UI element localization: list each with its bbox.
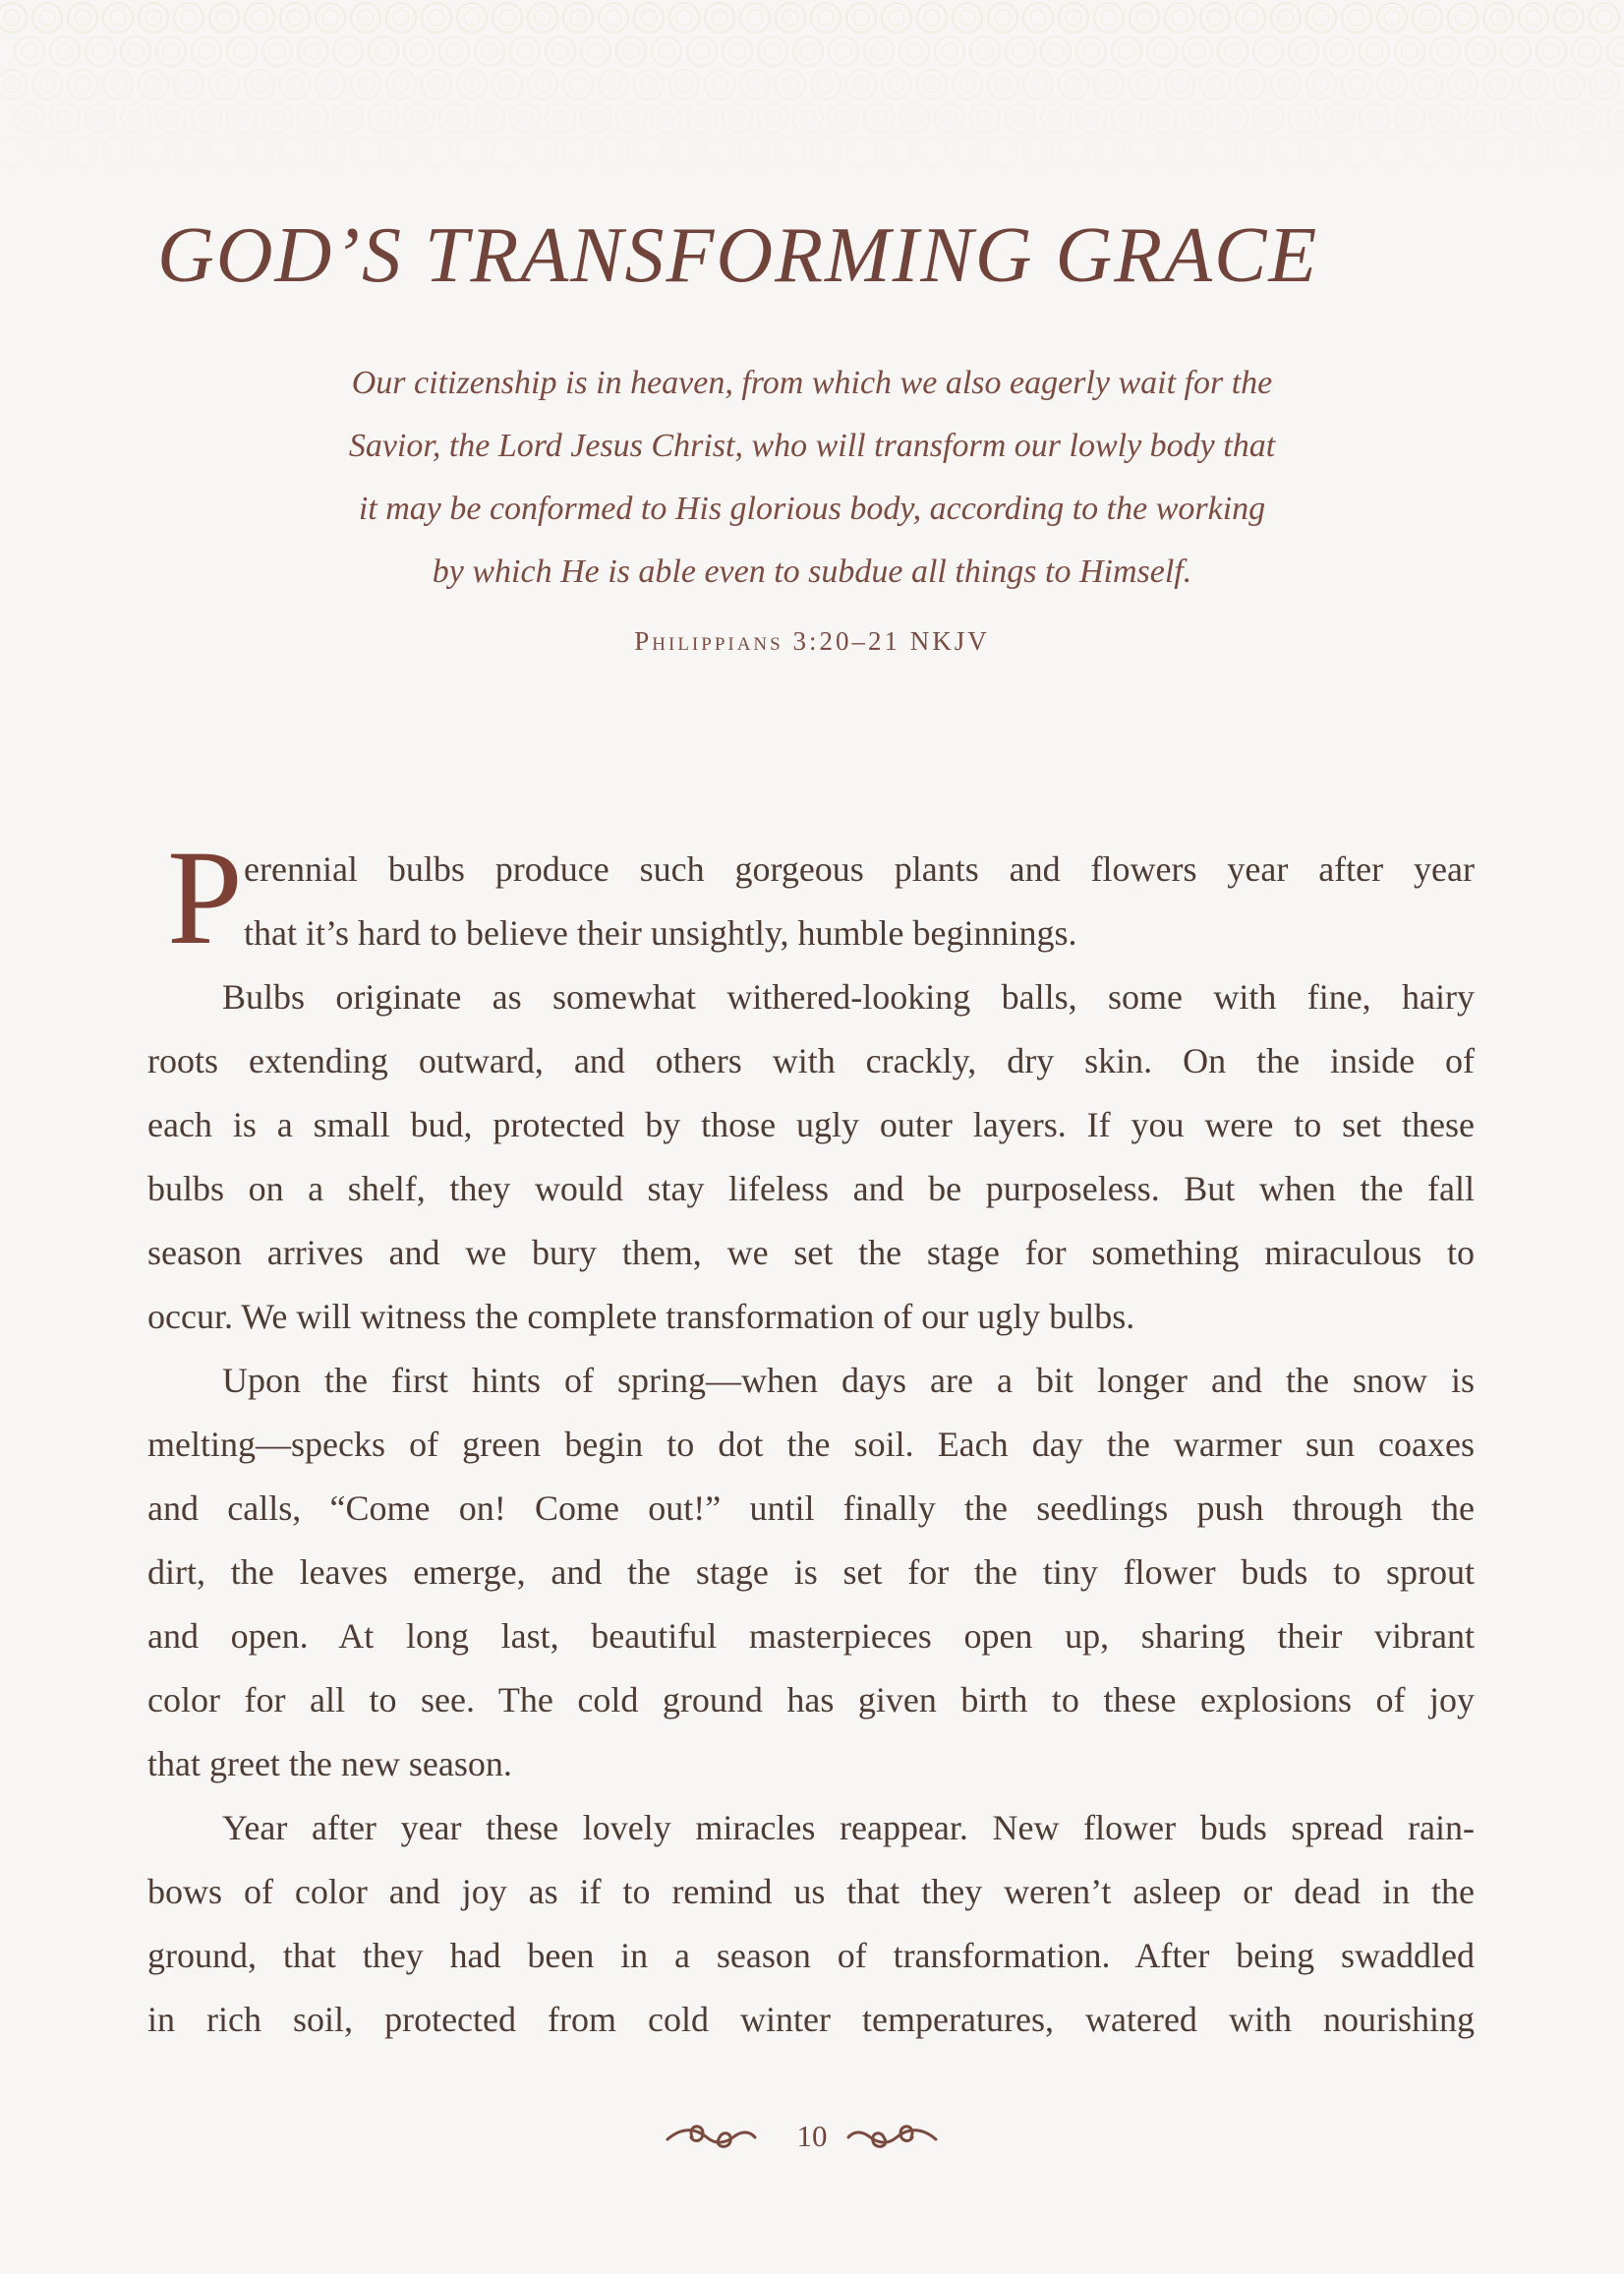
body-line: dirt, the leaves emerge, and the stage is set for the tiny flower buds to sprout	[147, 1552, 1475, 1592]
body-line: each is a small bud, protected by those ugly outer layers. If you were to set these	[147, 1105, 1475, 1144]
body-line: color for all to see. The cold ground has given birth to these explosions of joy	[147, 1680, 1475, 1720]
body-line: Upon the first hints of spring—when days are a bit longer and the snow is	[222, 1361, 1475, 1400]
body-line: occur. We will witness the complete transformation of our ugly bulbs.	[147, 1297, 1135, 1336]
body-line: and open. At long last, beautiful masterpieces open up, sharing their vibrant	[147, 1616, 1475, 1656]
scripture-line: Our citizenship is in heaven, from which we also eagerly wait for the	[351, 365, 1273, 401]
decorative-circle-pattern	[0, 0, 1624, 187]
page-number-text: 10	[796, 2119, 828, 2153]
body-line: bulbs on a shelf, they would stay lifeless and be purposeless. But when the fall	[147, 1169, 1475, 1208]
body-line: Bulbs originate as somewhat withered-looking balls, some with fine, hairy	[222, 977, 1475, 1017]
body-line: erennial bulbs produce such gorgeous plants and flowers year after year	[244, 849, 1475, 889]
page-title: GOD’S TRANSFORMING GRACE	[157, 212, 1319, 299]
body-line: ground, that they had been in a season of transformation. After being swaddled	[147, 1936, 1475, 1975]
body-line: bows of color and joy as if to remind us that they weren’t asleep or dead in the	[147, 1872, 1475, 1911]
scripture-line: it may be conformed to His glorious body, according to the working	[358, 491, 1266, 527]
body-line: Year after year these lovely miracles reappear. New flower buds spread rain-	[222, 1808, 1475, 1847]
body-line: that it’s hard to believe their unsightly, humble beginnings.	[244, 913, 1077, 953]
body-line: that greet the new season.	[147, 1744, 512, 1783]
body-line: melting—specks of green begin to dot the soil. Each day the warmer sun coaxes	[147, 1425, 1475, 1464]
scripture-line: Savior, the Lord Jesus Christ, who will transform our lowly body that	[348, 428, 1276, 464]
scripture-reference: Philippians 3:20–21 NKJV	[634, 626, 990, 656]
scripture-quote	[295, 352, 1329, 604]
body-line: and calls, “Come on! Come out!” until finally the seedlings push through the	[147, 1488, 1475, 1528]
scripture-line: by which He is able even to subdue all things to Himself.	[432, 554, 1192, 590]
body-line: in rich soil, protected from cold winter temperatures, watered with nourishing	[147, 2000, 1475, 2039]
body-line: roots extending outward, and others with crackly, dry skin. On the inside of	[147, 1041, 1475, 1080]
drop-cap-letter: P	[167, 822, 243, 972]
body-line: season arrives and we bury them, we set the stage for something miraculous to	[147, 1233, 1475, 1272]
scroll-ornament-icon	[843, 2120, 940, 2153]
body-text	[147, 822, 1475, 2052]
